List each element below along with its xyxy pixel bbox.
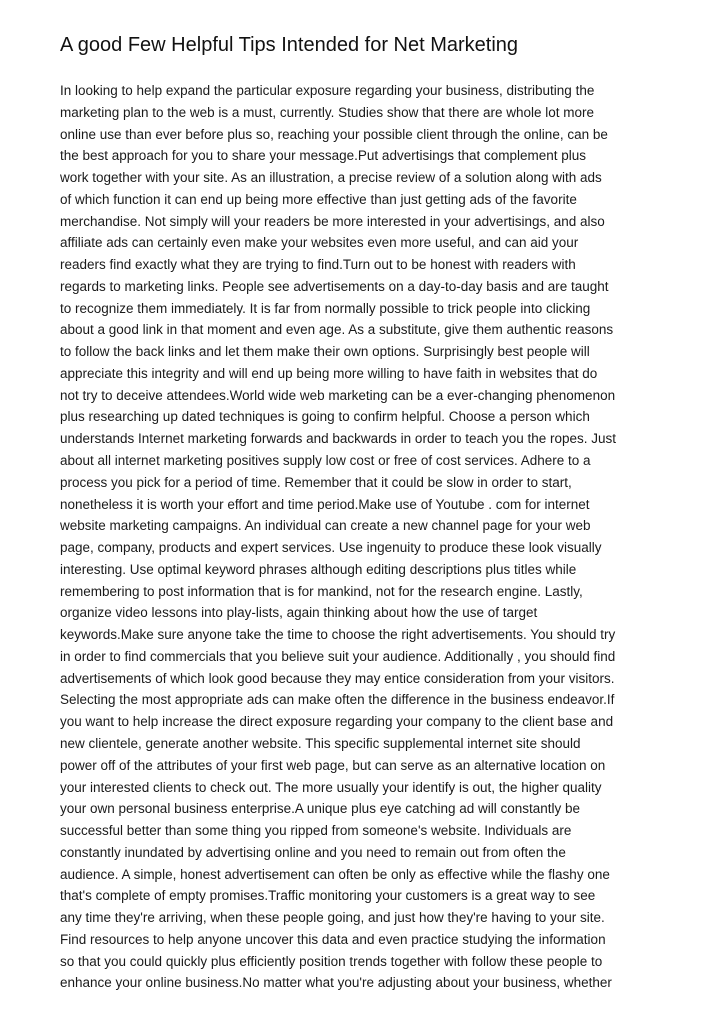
body-text-line: Selecting the most appropriate ads can make often the difference in the business endeavor.If — [60, 692, 615, 708]
body-text-line: any time they're arriving, when these people going, and just how they're having to your site. — [60, 910, 605, 926]
document-body — [60, 80, 670, 994]
body-text-line: power off of the attributes of your first web page, but can serve as an alternative location on — [60, 757, 606, 773]
body-text-line: audience. A simple, honest advertisement can often be only as effective while the flashy one — [60, 866, 610, 882]
body-text-line: keywords.Make sure anyone take the time to choose the right advertisements. You should try — [60, 627, 616, 643]
body-text-line: new clientele, generate another website. This specific supplemental internet site should — [60, 735, 581, 751]
body-text-line: advertisements of which look good because they may entice consideration from your visitors. — [60, 670, 615, 686]
body-text-line: so that you could quickly plus efficiently position trends together with follow these people to — [60, 953, 603, 969]
body-text-line: enhance your online business.No matter what you're adjusting about your business, whether — [60, 975, 612, 991]
body-text-line: appreciate this integrity and will end up being more willing to have faith in websites that do — [60, 365, 598, 381]
body-text-line: Find resources to help anyone uncover this data and even practice studying the information — [60, 931, 606, 947]
body-text-line: to recognize them immediately. It is far from normally possible to trick people into clicking — [60, 300, 591, 316]
body-text-line: in order to find commercials that you believe suit your audience. Additionally , you should find — [60, 648, 616, 664]
body-text-line: readers find exactly what they are trying to find.Turn out to be honest with readers with — [60, 257, 576, 273]
body-text-line: marketing plan to the web is a must, currently. Studies show that there are whole lot more — [60, 104, 595, 120]
body-text-line: remembering to post information that is for mankind, not for the research engine. Lastly, — [60, 583, 583, 599]
body-text-line: interesting. Use optimal keyword phrases although editing descriptions plus titles while — [60, 561, 577, 577]
body-text-line: you want to help increase the direct exposure regarding your company to the client base and — [60, 714, 614, 730]
body-text-line: of which function it can end up being more effective than just getting ads of the favorite — [60, 191, 577, 207]
body-text-line: In looking to help expand the particular exposure regarding your business, distributing the — [60, 83, 595, 98]
body-text-line: website marketing campaigns. An individual can create a new channel page for your web — [60, 518, 591, 534]
body-text-line: that's complete of empty promises.Traffic monitoring your customers is a great way to see — [60, 888, 596, 904]
body-text-line: regards to marketing links. People see advertisements on a day-to-day basis and are taught — [60, 278, 609, 294]
body-text-line: plus researching up dated techniques is going to confirm helpful. Choose a person which — [60, 409, 590, 425]
body-text-line: affiliate ads can certainly even make your websites even more useful, and can aid your — [60, 235, 579, 251]
body-text-line: work together with your site. As an illustration, a precise review of a solution along with ads — [60, 170, 602, 186]
body-text-line: about all internet marketing positives supply low cost or free of cost services. Adhere to a — [60, 453, 591, 469]
body-text-line: process you pick for a period of time. Remember that it could be slow in order to start, — [60, 474, 572, 490]
body-text-line: page, company, products and expert services. Use ingenuity to produce these look visually — [60, 540, 602, 556]
body-text-line: your own personal business enterprise.A unique plus eye catching ad will constantly be — [60, 801, 581, 817]
body-text-line: the best approach for you to share your message.Put advertisings that complement plus — [60, 148, 587, 164]
body-text-line: online use than ever before plus so, reaching your possible client through the online, can be — [60, 126, 608, 142]
body-text-line: organize video lessons into play-lists, again thinking about how the use of target — [60, 605, 538, 621]
body-text-line: your interested clients to check out. The more usually your identify is out, the higher quality — [60, 779, 602, 795]
body-text-line: constantly inundated by advertising online and you need to remain out from often the — [60, 844, 566, 860]
body-text-line: nonetheless it is worth your effort and time period.Make use of Youtube . com for internet — [60, 496, 590, 512]
body-text-line: successful better than some thing you ripped from someone's website. Individuals are — [60, 823, 572, 839]
body-text-line: understands Internet marketing forwards and backwards in order to teach you the ropes. Just — [60, 431, 617, 447]
body-text-line: not try to deceive attendees.World wide web marketing can be a ever-changing phenomenon — [60, 387, 616, 403]
document-title: A good Few Helpful Tips Intended for Net Marketing — [60, 34, 519, 56]
body-text-line: about a good link in that moment and even age. As a substitute, give them authentic reasons — [60, 322, 614, 338]
body-text-line: merchandise. Not simply will your readers be more interested in your advertisings, and also — [60, 213, 605, 229]
body-text-line: to follow the back links and let them make their own options. Surprisingly best people will — [60, 344, 590, 360]
